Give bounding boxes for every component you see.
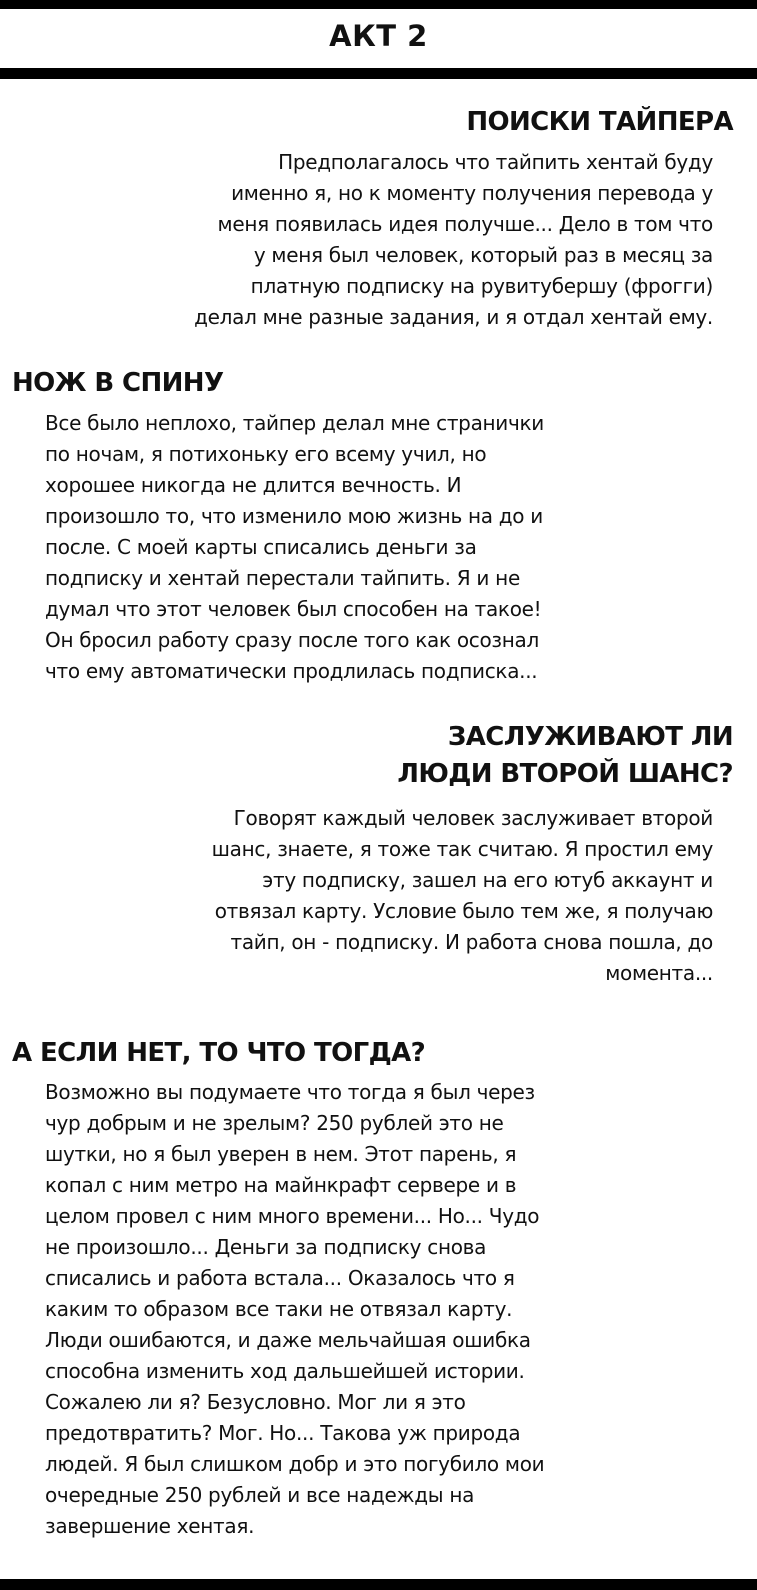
text-line: Люди ошибаются, и даже мельчайшая ошибка [45,1328,531,1352]
text-line: именно я, но к моменту получения перевода у [231,181,713,205]
text-line: подписку и хентай перестали тайпить. Я и не [45,566,520,590]
act-title: АКТ 2 [329,19,428,53]
text-line: момента... [605,961,713,985]
section-body [212,803,733,989]
text-line: у меня был человек, который раз в месяц за [253,243,713,267]
text-line: думал что этот человек был способен на такое! [45,597,542,621]
text-line: платную подписку на рувитубершу (фрогги) [250,274,713,298]
text-line: шутки, но я был уверен в нем. Этот парень, я [45,1142,517,1166]
text-line: предотвратить? Мог. Но... Такова уж природа [45,1421,521,1445]
text-line: людей. Я был слишком добр и это погубило мои [45,1452,545,1476]
text-line: чур добрым и не зрелым? 250 рублей это не [45,1111,504,1135]
section-body [12,408,544,687]
top-border [0,0,757,9]
section-heading: А ЕСЛИ НЕТ, ТО ЧТО ТОГДА? [12,1038,426,1068]
text-line: копал с ним метро на майнкрафт сервере и в [45,1173,517,1197]
text-line: Сожалею ли я? Безусловно. Мог ли я это [45,1390,466,1414]
section-body [194,147,733,333]
section-what-if-not [12,1035,544,1542]
text-line: завершение хентая. [45,1514,255,1538]
text-line: после. С моей карты списались деньги за [45,535,477,559]
bottom-border [0,1579,757,1590]
section-typer-search [194,104,733,333]
text-line: Возможно вы подумаете что тогда я был через [45,1080,535,1104]
section-knife-in-back [12,365,544,687]
text-line: по ночам, я потихоньку его всему учил, но [45,442,487,466]
text-line: целом провел с ним много времени... Но... Чудо [45,1204,540,1228]
section-second-chance [212,719,733,989]
text-line: эту подписку, зашел на его ютуб аккаунт и [262,868,713,892]
text-line: хорошее никогда не длится вечность. И [45,473,462,497]
text-line: отвязал карту. Условие было тем же, я получаю [214,899,713,923]
text-line: тайп, он - подписку. И работа снова пошла, до [230,930,713,954]
text-line: что ему автоматически продлилась подписка... [45,659,538,683]
title-divider [0,68,757,79]
section-body [12,1077,544,1542]
text-line: Он бросил работу сразу после того как осознал [45,628,539,652]
text-line: списались и работа встала... Оказалось что я [45,1266,515,1290]
section-heading: ПОИСКИ ТАЙПЕРА [466,107,733,137]
text-line: Все было неплохо, тайпер делал мне странички [45,411,544,435]
section-heading: ЗАСЛУЖИВАЮТ ЛИ ЛЮДИ ВТОРОЙ ШАНС? [397,722,733,789]
text-line: шанс, знаете, я тоже так считаю. Я простил ему [211,837,713,861]
text-line: меня появилась идея получше... Дело в том что [217,212,713,236]
text-line: способна изменить ход дальшейшей истории. [45,1359,525,1383]
text-line: каким то образом все таки не отвязал карту. [45,1297,513,1321]
text-line: произошло то, что изменило мою жизнь на до и [45,504,543,528]
section-heading: НОЖ В СПИНУ [12,368,224,398]
text-line: очередные 250 рублей и все надежды на [45,1483,475,1507]
text-line: Говорят каждый человек заслуживает второй [233,806,713,830]
text-line: делал мне разные задания, и я отдал хентай ему. [194,305,713,329]
text-line: не произошло... Деньги за подписку снова [45,1235,487,1259]
text-line: Предполагалось что тайпить хентай буду [278,150,713,174]
